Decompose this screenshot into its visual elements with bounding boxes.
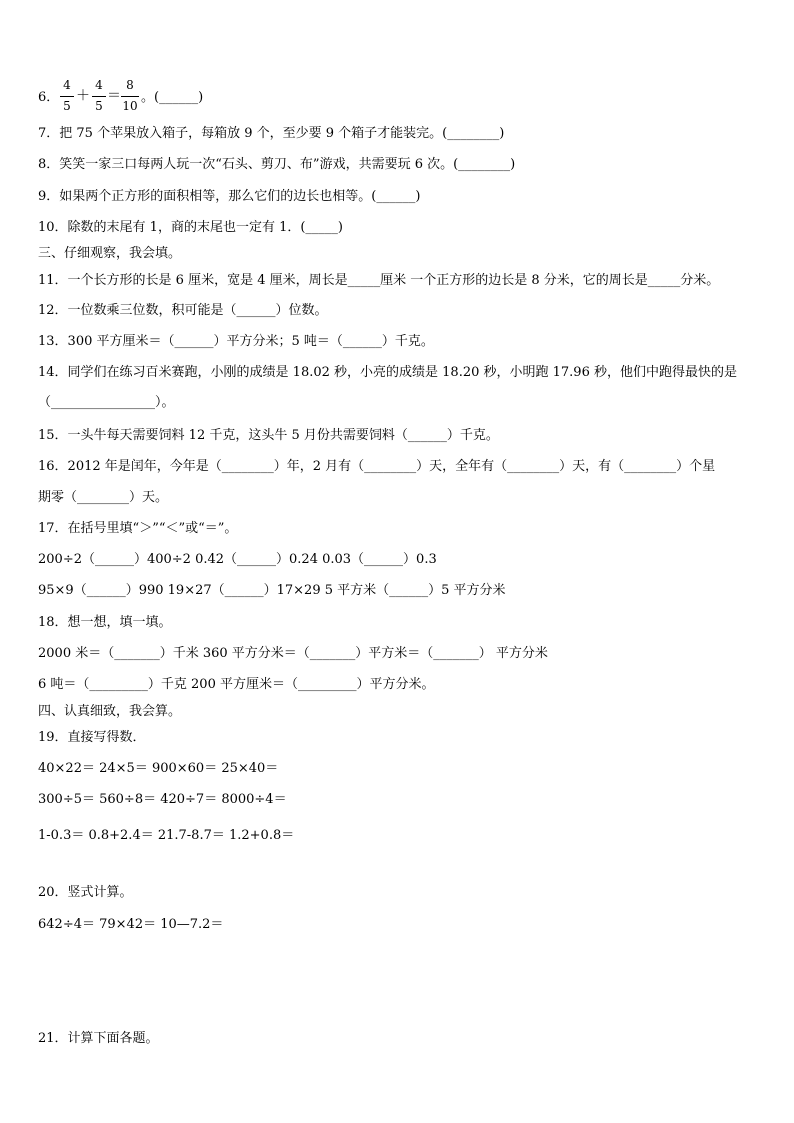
question-8: 8．笑笑一家三口每两人玩一次“石头、剪刀、布”游戏，共需要玩 6 次。(________) bbox=[38, 157, 516, 172]
question-7: 7．把 75 个苹果放入箱子，每箱放 9 个，至少要 9 个箱子才能装完。(________) bbox=[38, 126, 505, 141]
fraction-3-denominator: 10 bbox=[122, 99, 138, 113]
question-14-line-1: 14．同学们在练习百米赛跑，小刚的成绩是 18.02 秒，小亮的成绩是 18.20 秒，小明跑 17.96 秒，他们中跑得最快的是 bbox=[38, 365, 737, 380]
question-19: 19．直接写得数． bbox=[38, 730, 146, 745]
question-19-row-2: 300÷5＝ 560÷8＝ 420÷7＝ 8000÷4＝ bbox=[38, 792, 287, 807]
question-18-row-2: 6 吨＝（_________）千克 200 平方厘米＝（_________）平方分米。 bbox=[38, 677, 435, 692]
fraction-1-bar bbox=[60, 96, 74, 97]
question-17: 17．在括号里填“＞”“＜”或“＝”。 bbox=[38, 521, 238, 536]
q6-answer-blank[interactable]: 。(______) bbox=[141, 90, 204, 105]
fraction-2-bar bbox=[92, 96, 106, 97]
question-10: 10．除数的末尾有 1，商的末尾也一定有 1．(_____) bbox=[38, 220, 343, 235]
question-20: 20．竖式计算。 bbox=[38, 885, 133, 900]
question-11: 11．一个长方形的长是 6 厘米，宽是 4 厘米，周长是_____厘米 一个正方形的边长是 8 分米，它的周长是_____分米。 bbox=[38, 273, 720, 288]
question-15: 15．一头牛每天需要饲料 12 千克，这头牛 5 月份共需要饲料（______）千克。 bbox=[38, 428, 499, 443]
equals-sign: ＝ bbox=[107, 88, 121, 104]
question-19-row-1: 40×22＝ 24×5＝ 900×60＝ 25×40＝ bbox=[38, 761, 279, 776]
question-16-line-1: 16．2012 年是闰年，今年是（________）年，2 月有（________）天，全年有（________）天，有（________）个星 bbox=[38, 459, 716, 474]
question-18-row-1: 2000 米＝（_______）千米 360 平方分米＝（_______）平方米＝（_______） 平方分米 bbox=[38, 646, 548, 661]
fraction-1-denominator: 5 bbox=[63, 99, 71, 113]
question-17-row-2: 95×9（______）990 19×27（______）17×29 5 平方米（______）5 平方分米 bbox=[38, 583, 506, 598]
fraction-1-numerator: 4 bbox=[63, 78, 71, 92]
section-3-heading: 三、仔细观察，我会填。 bbox=[38, 246, 182, 261]
question-20-row-1: 642÷4＝ 79×42＝ 10—7.2＝ bbox=[38, 917, 224, 932]
section-4-heading: 四、认真细致，我会算。 bbox=[38, 704, 182, 719]
question-18: 18．想一想，填一填。 bbox=[38, 615, 172, 630]
question-12: 12．一位数乘三位数，积可能是（______）位数。 bbox=[38, 303, 328, 318]
fraction-3-bar bbox=[121, 96, 139, 97]
question-21: 21．计算下面各题。 bbox=[38, 1031, 159, 1046]
question-19-row-3: 1-0.3＝ 0.8+2.4＝ 21.7-8.7＝ 1.2+0.8＝ bbox=[38, 828, 295, 843]
question-16-line-2: 期零（________）天。 bbox=[38, 490, 169, 505]
fraction-3-numerator: 8 bbox=[126, 78, 134, 92]
question-13: 13．300 平方厘米＝（______）平方分米；5 吨＝（______）千克。 bbox=[38, 334, 434, 349]
question-14-line-2: （________________）。 bbox=[38, 395, 175, 410]
fraction-2-denominator: 5 bbox=[95, 99, 103, 113]
plus-sign: ＋ bbox=[76, 88, 90, 104]
question-17-row-1: 200÷2（______）400÷2 0.42（______）0.24 0.03（______）0.3 bbox=[38, 552, 437, 567]
question-9: 9．如果两个正方形的面积相等，那么它们的边长也相等。(______) bbox=[38, 189, 421, 204]
fraction-2-numerator: 4 bbox=[95, 78, 103, 92]
q6-number: 6． bbox=[38, 90, 60, 105]
